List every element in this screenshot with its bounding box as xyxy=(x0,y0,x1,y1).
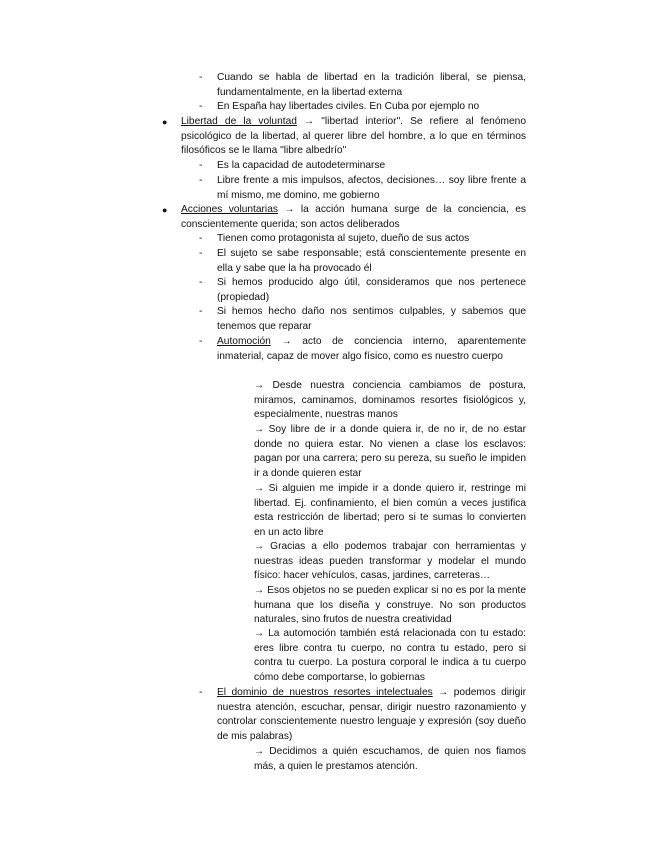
bullet-marker: ● xyxy=(162,117,168,127)
dash-marker: - xyxy=(199,248,203,259)
voluntad-paragraph xyxy=(181,115,526,159)
dash-marker: - xyxy=(199,233,203,244)
automocion-term: Automoción xyxy=(217,336,271,347)
list-item: Tienen como protagonista al sujeto, dueño de sus actos xyxy=(217,233,470,244)
list-item: El sujeto se sabe responsable; está conscientemente presente en ella y sabe que la ha provocado él xyxy=(217,248,526,274)
arrow-paragraph: → Soy libre de ir a donde quiera ir, de no ir, de no estar donde no quiera estar. No vienen a clase los esclavos: pagan por una carrera; pero su pereza, su sueño le impiden ir a donde quieren estar xyxy=(254,424,526,479)
arrow-paragraph: → Si alguien me impide ir a donde quiero ir, restringe mi libertad. Ej. confinamiento, el bien común a veces justifica esta restricción de libertad; pero si te sumas lo convierten en un acto libre xyxy=(254,483,526,538)
dash-marker: - xyxy=(199,175,203,186)
arrow-paragraph: → Gracias a ello podemos trabajar con herramientas y nuestras ideas pueden transformar y modelar el mundo físico: hacer vehículos, casas, jardines, carreteras… xyxy=(254,541,526,582)
dash-marker: - xyxy=(199,160,203,171)
acciones-term: Acciones voluntarias xyxy=(181,204,278,215)
dash-marker: - xyxy=(199,101,203,112)
list-item: Es la capacidad de autodeterminarse xyxy=(217,160,386,171)
voluntad-term: Libertad de la voluntad xyxy=(181,116,297,127)
dominio-text: → podemos dirigir nuestra atención, escuchar, pensar, dirigir nuestro razonamiento y controlar conscientemente nuestro lenguaje y expresión (soy dueño de mis palabras) xyxy=(217,687,527,742)
bullet-marker: ● xyxy=(162,205,168,215)
list-item: Si hemos hecho daño nos sentimos culpables, y sabemos que tenemos que reparar xyxy=(217,306,526,332)
dominio-paragraph xyxy=(217,686,526,744)
automocion-paragraph xyxy=(217,335,526,364)
automocion-text: → acto de conciencia interno, aparentemente inmaterial, capaz de mover algo físico, como es nuestro cuerpo xyxy=(217,336,526,362)
list-item: Cuando se habla de libertad en la tradición liberal, se piensa, fundamentalmente, en la libertad externa xyxy=(217,72,526,98)
acciones-paragraph xyxy=(181,203,526,232)
arrow-paragraph: → Esos objetos no se pueden explicar si no es por la mente humana que los diseña y construye. No son productos naturales, sino frutos de nuestra creatividad xyxy=(254,585,526,626)
arrow-paragraph: → Decidimos a quién escuchamos, de quien nos fiamos más, a quien le prestamos atención. xyxy=(254,746,526,772)
list-item: En España hay libertades civiles. En Cuba por ejemplo no xyxy=(217,101,480,112)
dash-marker: - xyxy=(199,336,203,347)
voluntad-text: → "libertad interior". Se refiere al fenómeno psicológico de la libertad, al querer libre del hombre, a lo que en términos filosóficos se le llama "libre albedrío" xyxy=(181,116,526,157)
dominio-term: El dominio de nuestros resortes intelectuales xyxy=(217,687,433,698)
dash-marker: - xyxy=(199,306,203,317)
dash-marker: - xyxy=(199,277,203,288)
acciones-text: → la acción humana surge de la conciencia, es conscientemente querida; son actos deliberados xyxy=(181,204,527,230)
list-item: Si hemos producido algo útil, consideramos que nos pertenece (propiedad) xyxy=(217,277,526,303)
arrow-paragraph: → La automoción también está relacionada con tu estado: eres libre contra tu cuerpo, no contra tu estado, pero si contra tu cuerpo. La postura corporal le indica a tu cuerpo cómo debe comportarse, lo gobiernas xyxy=(254,628,526,683)
list-item: Libre frente a mis impulsos, afectos, decisiones… soy libre frente a mí mismo, me domino, me gobierno xyxy=(217,175,526,201)
arrow-paragraph: → Desde nuestra conciencia cambiamos de postura, miramos, caminamos, dominamos resortes fisiológicos y, especialmente, nuestras manos xyxy=(254,380,526,421)
dash-marker: - xyxy=(199,72,203,83)
dash-marker: - xyxy=(199,687,203,698)
